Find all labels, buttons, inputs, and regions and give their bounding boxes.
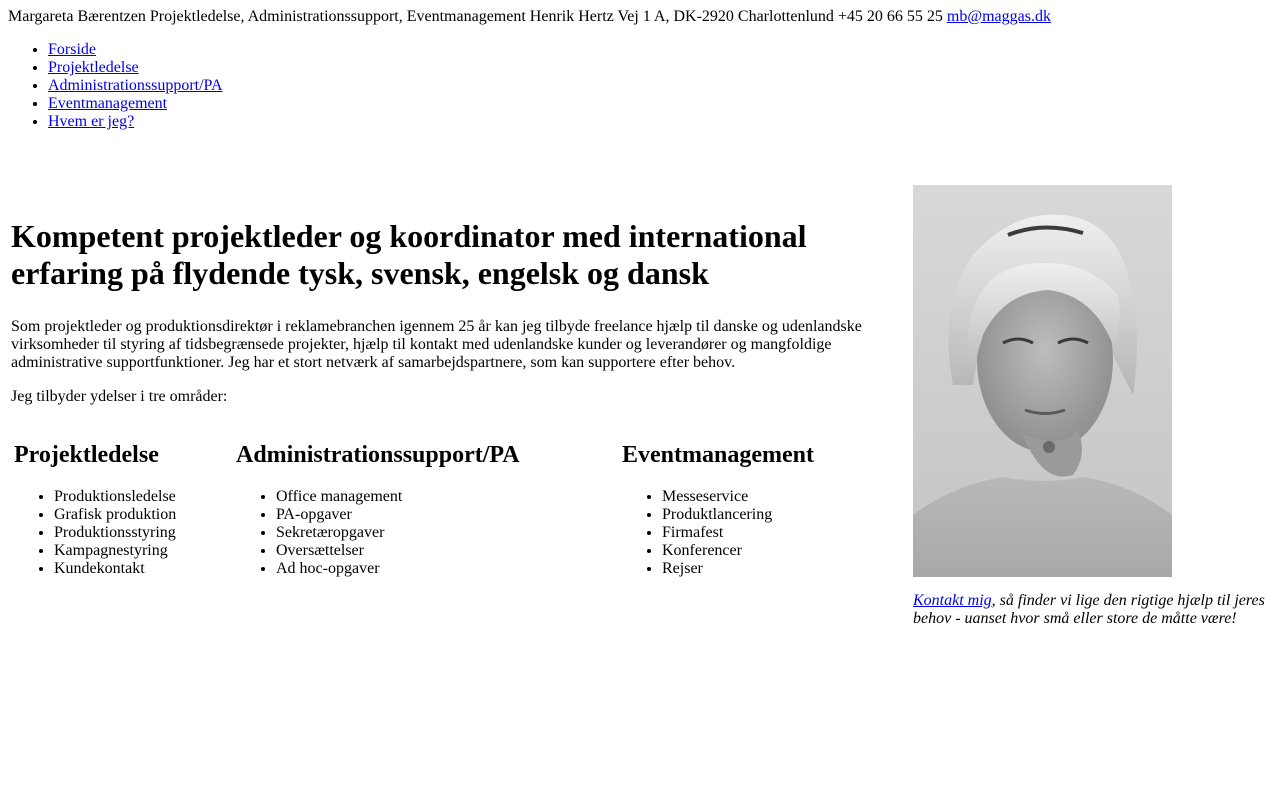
nav-link-projektledelse[interactable]: Projektledelse <box>48 59 139 76</box>
contact-text: , så finder vi lige den rigtige hjælp til jeres behov - uanset hvor små eller store de måtte være! <box>913 592 1265 627</box>
list-item: • Office management <box>276 488 520 506</box>
nav-link-forside[interactable]: Forside <box>48 41 96 58</box>
nav-item-hvem-er-jeg <box>48 113 223 131</box>
list-item: • Konferencer <box>662 542 814 560</box>
nav-link-administrationssupport[interactable]: Administrationssupport/PA <box>48 77 223 94</box>
contact-note <box>913 592 1273 628</box>
service-list <box>14 488 176 578</box>
list-item: • Ad hoc-opgaver <box>276 560 520 578</box>
main-content <box>11 218 891 406</box>
intro-paragraph: Som projektleder og produktionsdirektør i reklamebranchen igennem 25 år kan jeg tilbyde freelance hjælp til danske og udenlandske virksomheder til styring af tidsbegrænsede projekter, hjælp til kontakt med udenlandske kunder og leverandører og mangfoldige administrative supportfunktioner. Jeg har et stort netværk af samarbejdspartnere, som kan supportere efter behov. <box>11 318 862 371</box>
list-item: • Messeservice <box>662 488 814 506</box>
list-item: • Oversættelser <box>276 542 520 560</box>
nav-item-forside <box>48 41 223 59</box>
page-title: Kompetent projektleder og koordinator med international erfaring på flydende tysk, svensk, engelsk og dansk <box>11 218 807 291</box>
nav-link-eventmanagement[interactable]: Eventmanagement <box>48 95 168 112</box>
header-contact-text: Margareta Bærentzen Projektledelse, Administrationssupport, Eventmanagement Henrik Hertz Vej 1 A, DK-2920 Charlottenlund +45 20 66 55 25 <box>8 8 943 25</box>
list-item: • Kampagnestyring <box>54 542 176 560</box>
nav-link-hvem-er-jeg[interactable]: Hvem er jeg? <box>48 113 135 130</box>
service-title: Projektledelse <box>14 442 159 468</box>
list-item: • Produktionsledelse <box>54 488 176 506</box>
nav-item-eventmanagement <box>48 95 223 113</box>
main-navigation <box>8 41 223 131</box>
service-list <box>622 488 814 578</box>
list-item: • Kundekontakt <box>54 560 176 578</box>
site-header <box>8 7 1051 26</box>
list-item: • Grafisk produktion <box>54 506 176 524</box>
service-title: Eventmanagement <box>622 442 814 468</box>
list-item: • Produktlancering <box>662 506 814 524</box>
list-item: • Firmafest <box>662 524 814 542</box>
email-link[interactable]: mb@maggas.dk <box>946 8 1051 25</box>
portrait-photo <box>913 185 1172 577</box>
nav-item-projektledelse <box>48 59 223 77</box>
contact-link[interactable]: Kontakt mig <box>913 592 992 609</box>
service-list <box>236 488 520 578</box>
offer-paragraph: Jeg tilbyder ydelser i tre områder: <box>11 388 228 405</box>
nav-item-administrationssupport <box>48 77 223 95</box>
list-item: • PA-opgaver <box>276 506 520 524</box>
service-title: Administrationssupport/PA <box>236 442 520 468</box>
service-column-administrationssupport <box>236 438 520 578</box>
list-item: • Sekretæropgaver <box>276 524 520 542</box>
service-column-eventmanagement <box>622 438 814 578</box>
service-column-projektledelse <box>14 438 176 578</box>
list-item: • Rejser <box>662 560 814 578</box>
list-item: • Produktionsstyring <box>54 524 176 542</box>
portrait-image <box>913 185 1172 577</box>
